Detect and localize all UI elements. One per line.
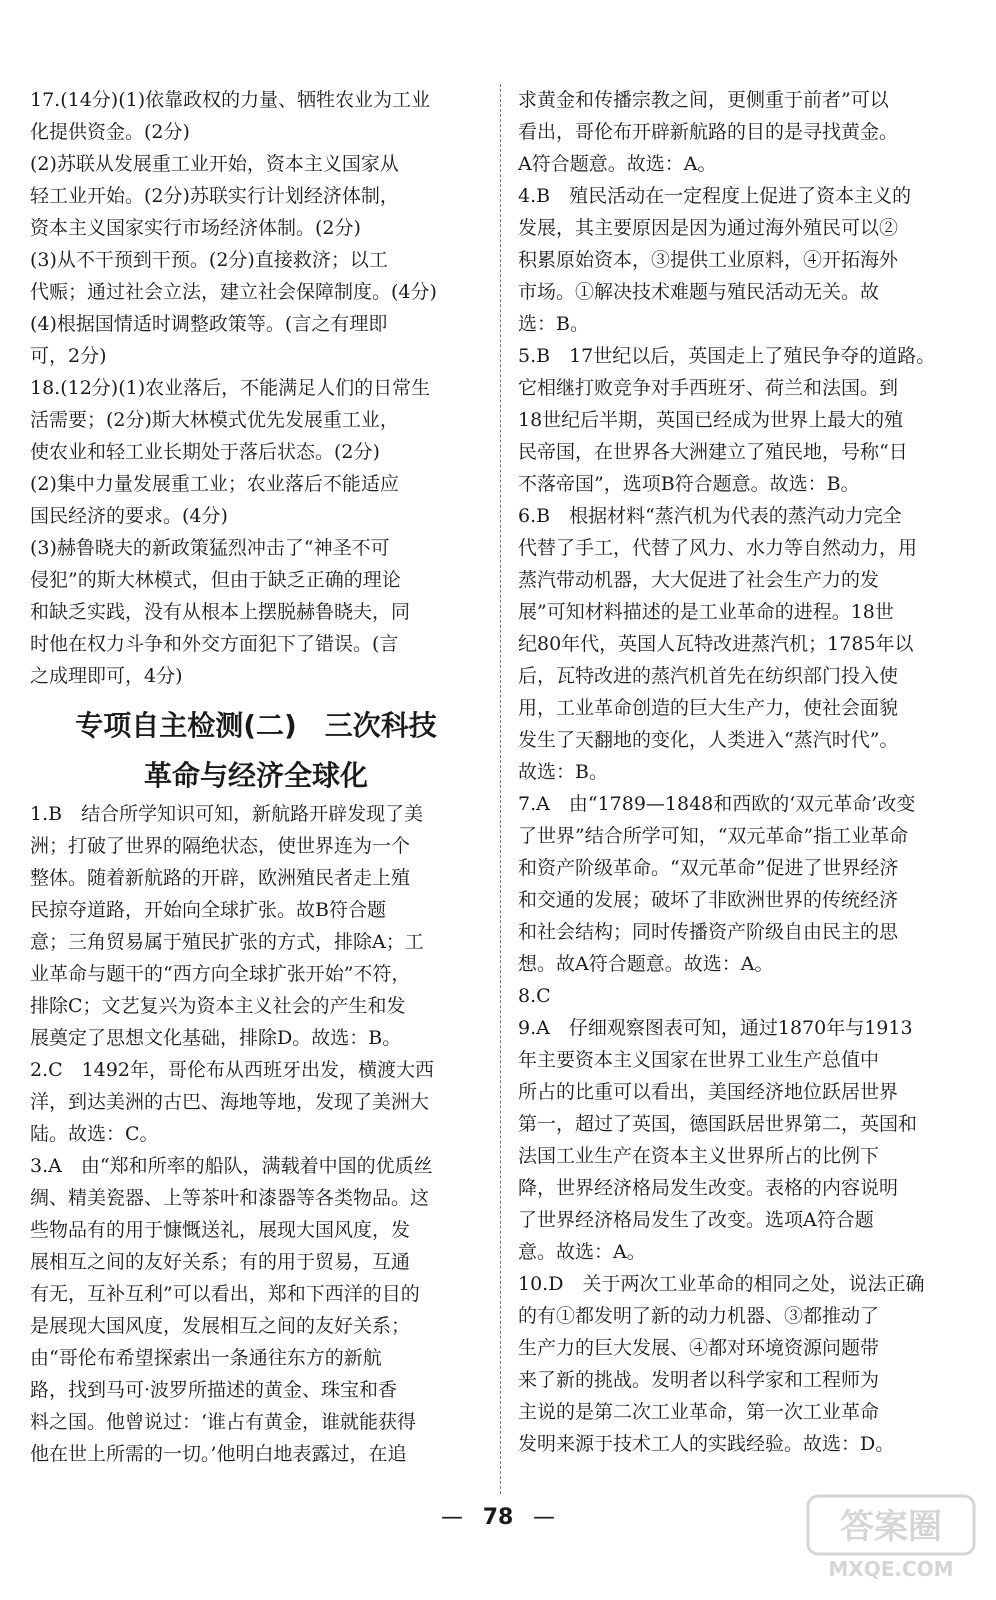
watermark-graphic (806, 1492, 976, 1582)
text-line: (3)从不干预到干预。(2分)直接救济；以工 (30, 249, 388, 271)
text-line: 化提供资金。(2分) (30, 121, 190, 143)
text-line: 意；三角贸易属于殖民扩张的方式，排除A；工 (30, 931, 424, 953)
text-line: 料之国。他曾说过：‘谁占有黄金，谁就能获得 (30, 1411, 417, 1433)
text-line: (2)苏联从发展重工业开始，资本主义国家从 (30, 153, 399, 175)
text-line: 想。故A符合题意。故选：A。 (518, 953, 774, 975)
text-line: 6.B 根据材料“蒸汽机为代表的蒸汽动力完全 (518, 505, 902, 527)
answers-3-10 (518, 84, 966, 1460)
text-line: 发生了天翻地的变化，人类进入“蒸汽时代”。 (518, 729, 899, 751)
text-line: 些物品有的用于慷慨送礼，展现大国风度，发 (30, 1219, 411, 1241)
text-line: 意。故选：A。 (518, 1241, 646, 1263)
text-line: 3.A 由“郑和所率的船队，满载着中国的优质丝 (30, 1155, 433, 1177)
footer-dash-left: — (441, 1505, 464, 1530)
text-line: (4)根据国情适时调整政策等。(言之有理即 (30, 313, 388, 335)
text-line: 来了新的挑战。发明者以科学家和工程师为 (518, 1369, 880, 1391)
text-line: A符合题意。故选：A。 (518, 153, 717, 175)
text-line: 10.D 关于两次工业革命的相同之处，说法正确 (518, 1273, 925, 1295)
text-line: 可，2分) (30, 345, 107, 367)
text-line: 洲；打破了世界的隔绝状态，使世界连为一个 (30, 835, 411, 857)
text-line: 年主要资本主义国家在世界工业生产总值中 (518, 1049, 880, 1071)
text-line: 和社会结构；同时传播资产阶级自由民主的思 (518, 921, 899, 943)
answer-17-18-block (30, 84, 482, 692)
text-line: 法国工业生产在资本主义世界所占的比例下 (518, 1145, 880, 1167)
text-line: 路，找到马可·波罗所描述的黄金、珠宝和香 (30, 1379, 398, 1401)
text-line: 和缺乏实践，没有从根本上摆脱赫鲁晓夫，同 (30, 601, 411, 623)
text-line: 国民经济的要求。(4分) (30, 505, 228, 527)
text-line: 17.(14分)(1)依靠政权的力量、牺牲农业为工业 (30, 89, 431, 111)
text-line: 侵犯”的斯大林模式，但由于缺乏正确的理论 (30, 569, 401, 591)
text-line: 选：B。 (518, 313, 589, 335)
text-line: 民掠夺道路，开始向全球扩张。故B符合题 (30, 899, 386, 921)
text-line: (3)赫鲁晓夫的新政策猛烈冲击了“神圣不可 (30, 537, 390, 559)
text-line: 资本主义国家实行市场经济体制。(2分) (30, 217, 361, 239)
text-line: 和交通的发展；破坏了非欧洲世界的传统经济 (518, 889, 899, 911)
text-line: 用，工业革命创造的巨大生产力，使社会面貌 (518, 697, 899, 719)
text-line: 时他在权力斗争和外交方面犯下了错误。(言 (30, 633, 399, 655)
text-line: 求黄金和传播宗教之间，更侧重于前者”可以 (518, 89, 889, 111)
text-line: 所占的比重可以看出，美国经济地位跃居世界 (518, 1081, 899, 1103)
text-line: 代赈；通过社会立法，建立社会保障制度。(4分) (30, 281, 437, 303)
text-line: 洋，到达美洲的古巴、海地等地，发现了美洲大 (30, 1091, 430, 1113)
footer-dash-right: — (532, 1505, 555, 1530)
text-line: 了世界”结合所学可知，“双元革命”指工业革命 (518, 825, 909, 847)
text-line: 陆。故选：C。 (30, 1123, 159, 1145)
text-line: 1.B 结合所学知识可知，新航路开辟发现了美 (30, 803, 424, 825)
text-line: 使农业和轻工业长期处于落后状态。(2分) (30, 441, 380, 463)
text-line: 整体。随着新航路的开辟，欧洲殖民者走上殖 (30, 867, 411, 889)
right-column (518, 84, 966, 1460)
text-line: 绸、精美瓷器、上等茶叶和漆器等各类物品。这 (30, 1187, 430, 1209)
text-line: 市场。①解决技术难题与殖民活动无关。故 (518, 281, 880, 303)
text-line: 蒸汽带动机器，大大促进了社会生产力的发 (518, 569, 880, 591)
text-line: 是展现大国风度，发展相互之间的友好关系； (30, 1315, 411, 1337)
text-line: 故选：B。 (518, 761, 608, 783)
text-line: 生产力的巨大发展、④都对环境资源问题带 (518, 1337, 880, 1359)
text-line: 纪80年代，英国人瓦特改进蒸汽机；1785年以 (518, 633, 914, 655)
text-line: 代替了手工，代替了风力、水力等自然动力，用 (518, 537, 918, 559)
text-line: 他在世上所需的一切。’他明白地表露过，在追 (30, 1443, 407, 1465)
watermark-logo (806, 1492, 976, 1582)
text-line: 不落帝国”，选项B符合题意。故选：B。 (518, 473, 860, 495)
column-divider (500, 84, 501, 1494)
text-line: 它相继打败竞争对手西班牙、荷兰和法国。到 (518, 377, 899, 399)
text-line: 排除C；文艺复兴为资本主义社会的产生和发 (30, 995, 406, 1017)
section-title-continued: 革命与经济全球化 (143, 759, 368, 792)
text-line: 的有①都发明了新的动力机器、③都推动了 (518, 1305, 880, 1327)
text-line: 降，世界经济格局发生改变。表格的内容说明 (518, 1177, 899, 1199)
text-line: 看出，哥伦布开辟新航路的目的是寻找黄金。 (518, 121, 899, 143)
text-line: 9.A 仔细观察图表可知，通过1870年与1913 (518, 1017, 913, 1039)
text-line: 发展，其主要原因是因为通过海外殖民可以② (518, 217, 899, 239)
text-line: 展”可知材料描述的是工业革命的进程。18世 (518, 601, 894, 623)
text-line: 发明来源于技术工人的实践经验。故选：D。 (518, 1433, 895, 1455)
answers-1-3 (30, 798, 482, 1470)
text-line: 轻工业开始。(2分)苏联实行计划经济体制， (30, 185, 399, 207)
text-line: 4.B 殖民活动在一定程度上促进了资本主义的 (518, 185, 912, 207)
left-column (30, 84, 482, 1470)
text-line: 了世界经济格局发生了改变。选项A符合题 (518, 1209, 874, 1231)
text-line: 18.(12分)(1)农业落后，不能满足人们的日常生 (30, 377, 431, 399)
text-line: 主说的是第二次工业革命，第一次工业革命 (518, 1401, 880, 1423)
watermark-text: 答案圈 (840, 1507, 942, 1547)
text-line: 和资产阶级革命。“双元革命”促进了世界经济 (518, 857, 899, 879)
text-line: 活需要；(2分)斯大林模式优先发展重工业， (30, 409, 399, 431)
text-line: 有无，互补互利”可以看出，郑和下西洋的目的 (30, 1283, 420, 1305)
answers-17-18 (30, 84, 482, 692)
text-line: 后，瓦特改进的蒸汽机首先在纺织部门投入使 (518, 665, 899, 687)
text-line: 8.C (518, 985, 551, 1007)
text-line: 18世纪后半期，英国已经成为世界上最大的殖 (518, 409, 904, 431)
section-title: 专项自主检测(二) 三次科技 (75, 709, 437, 742)
text-line: 由“哥伦布希望探索出一条通往东方的新航 (30, 1347, 382, 1369)
text-line: 积累原始资本，③提供工业原料，④开拓海外 (518, 249, 899, 271)
text-line: 7.A 由“1789—1848和西欧的‘双元革命’改变 (518, 793, 916, 815)
text-line: 业革命与题干的“西方向全球扩张开始”不符， (30, 963, 411, 985)
text-line: 民帝国，在世界各大洲建立了殖民地，号称“日 (518, 441, 908, 463)
text-line: 2.C 1492年，哥伦布从西班牙出发，横渡大西 (30, 1059, 435, 1081)
text-line: 5.B 17世纪以后，英国走上了殖民争夺的道路。 (518, 345, 936, 367)
text-line: 展奠定了思想文化基础，排除D。故选：B。 (30, 1027, 402, 1049)
watermark-url: MXQE.COM (828, 1557, 954, 1581)
text-line: 第一，超过了英国，德国跃居世界第二，英国和 (518, 1113, 918, 1135)
text-line: (2)集中力量发展重工业；农业落后不能适应 (30, 473, 399, 495)
page-number: 78 (482, 1505, 514, 1530)
text-line: 展相互之间的友好关系；有的用于贸易，互通 (30, 1251, 411, 1273)
text-line: 之成理即可，4分) (30, 665, 183, 687)
